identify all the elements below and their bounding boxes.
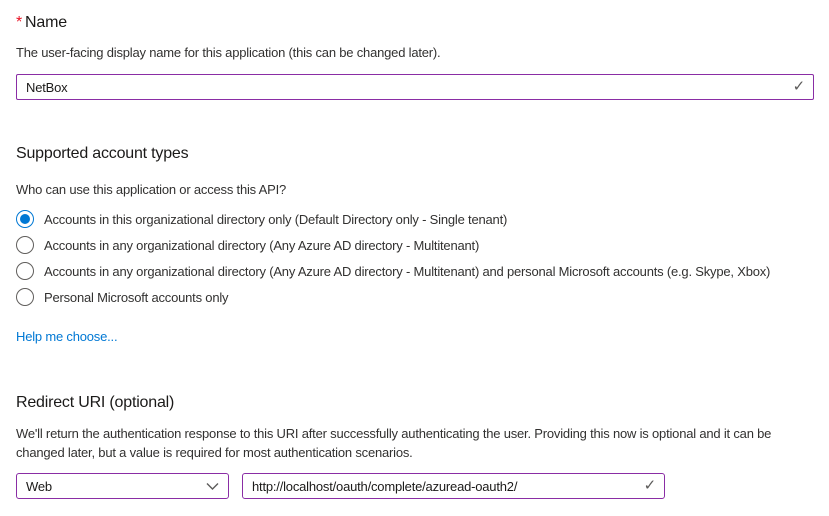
required-asterisk: * xyxy=(16,14,23,31)
valid-check-icon: ✓ xyxy=(643,476,656,494)
radio-option-label: Accounts in this organizational directory only (Default Directory only - Single tenant) xyxy=(44,211,508,227)
radio-button-icon[interactable] xyxy=(16,210,34,228)
name-section-title xyxy=(16,12,814,33)
redirect-uri-input-wrap xyxy=(242,473,665,499)
redirect-uri-description: We'll return the authentication response to this URI after successfully authenticating the user. Providing this now is optional and it can be changed later, but a value is required for most authentication scenarios. xyxy=(16,426,772,460)
name-input[interactable] xyxy=(16,74,814,100)
radio-option-personal-only[interactable] xyxy=(16,284,814,310)
account-types-radio-group xyxy=(16,206,814,310)
platform-select[interactable] xyxy=(16,473,229,499)
help-me-choose-link[interactable]: Help me choose... xyxy=(16,329,118,344)
redirect-uri-row xyxy=(16,473,814,499)
radio-option-label: Personal Microsoft accounts only xyxy=(44,289,229,305)
name-label: Name xyxy=(25,14,67,31)
radio-option-single-tenant[interactable] xyxy=(16,206,814,232)
name-description: The user-facing display name for this application (this can be changed later). xyxy=(16,45,441,60)
radio-option-multitenant-personal[interactable] xyxy=(16,258,814,284)
radio-button-icon[interactable] xyxy=(16,262,34,280)
radio-button-icon[interactable] xyxy=(16,236,34,254)
chevron-down-icon xyxy=(206,479,219,494)
radio-option-multitenant[interactable] xyxy=(16,232,814,258)
redirect-uri-input[interactable] xyxy=(242,473,665,499)
redirect-uri-title: Redirect URI (optional) xyxy=(16,394,175,411)
platform-select-value: Web xyxy=(26,478,52,494)
radio-option-label: Accounts in any organizational directory (Any Azure AD directory - Multitenant) and personal Microsoft accounts (e.g. Skype, Xbox) xyxy=(44,263,771,279)
account-types-title: Supported account types xyxy=(16,145,189,162)
name-input-wrap xyxy=(16,74,814,100)
radio-option-label: Accounts in any organizational directory (Any Azure AD directory - Multitenant) xyxy=(44,237,480,253)
account-types-question: Who can use this application or access this API? xyxy=(16,182,287,197)
valid-check-icon: ✓ xyxy=(792,77,805,95)
radio-button-icon[interactable] xyxy=(16,288,34,306)
